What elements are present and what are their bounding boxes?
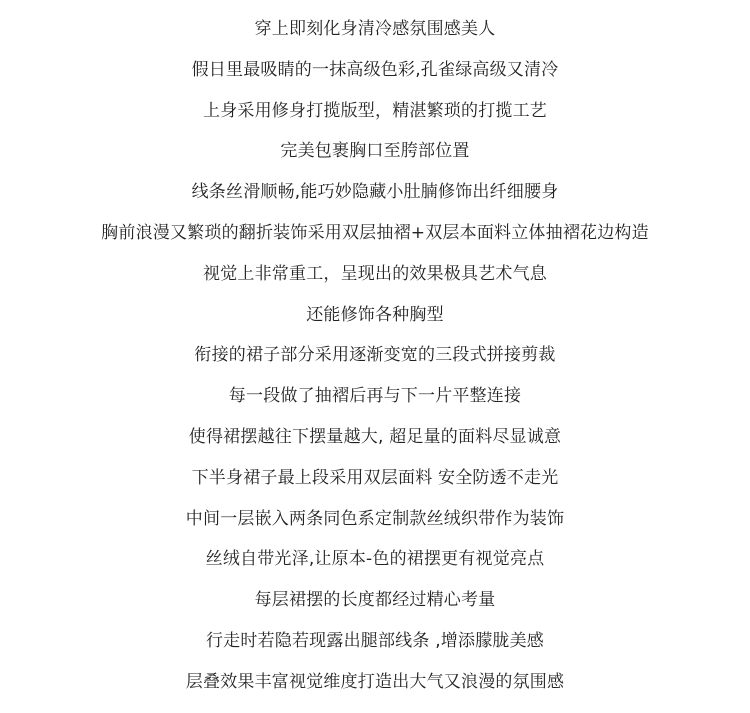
description-line: 使得裙摆越往下摆量越大, 超足量的面料尽显诚意 xyxy=(188,426,562,447)
description-line: 假日里最吸睛的一抹高级色彩,孔雀绿高级又清冷 xyxy=(191,59,559,80)
description-line: 完美包裹胸口至胯部位置 xyxy=(280,141,470,162)
description-line: 丝绒自带光泽,让原本-色的裙摆更有视觉亮点 xyxy=(205,549,545,570)
description-line: 穿上即刻化身清冷感氛围感美人 xyxy=(254,19,496,39)
description-line: 下半身裙子最上段采用双层面料 安全防透不走光 xyxy=(191,467,559,488)
description-line: 线条丝滑顺畅,能巧妙隐藏小肚腩修饰出纤细腰身 xyxy=(191,182,559,203)
description-line: 胸前浪漫又繁琐的翻折装饰采用双层抽褶+双层本面料立体抽褶花边构造 xyxy=(101,222,649,243)
description-line: 中间一层嵌入两条同色系定制款丝绒织带作为装饰 xyxy=(185,508,565,529)
description-line: 每层裙摆的长度都经过精心考量 xyxy=(254,590,496,611)
description-line: 上身采用修身打揽版型，精湛繁琐的打揽工艺 xyxy=(203,100,547,121)
description-line: 视觉上非常重工，呈现出的效果极具艺术气息 xyxy=(203,263,547,284)
description-line: 每一段做了抽褶后再与下一片平整连接 xyxy=(228,386,522,407)
description-line: 行走时若隐若现露出腿部线条 ,增添朦胧美感 xyxy=(205,630,544,651)
description-line: 衔接的裙子部分采用逐渐变宽的三段式拼接剪裁 xyxy=(194,345,556,366)
description-line: 还能修饰各种胸型 xyxy=(306,304,444,325)
description-line: 层叠效果丰富视觉维度打造出大气又浪漫的氛围感 xyxy=(185,671,565,692)
